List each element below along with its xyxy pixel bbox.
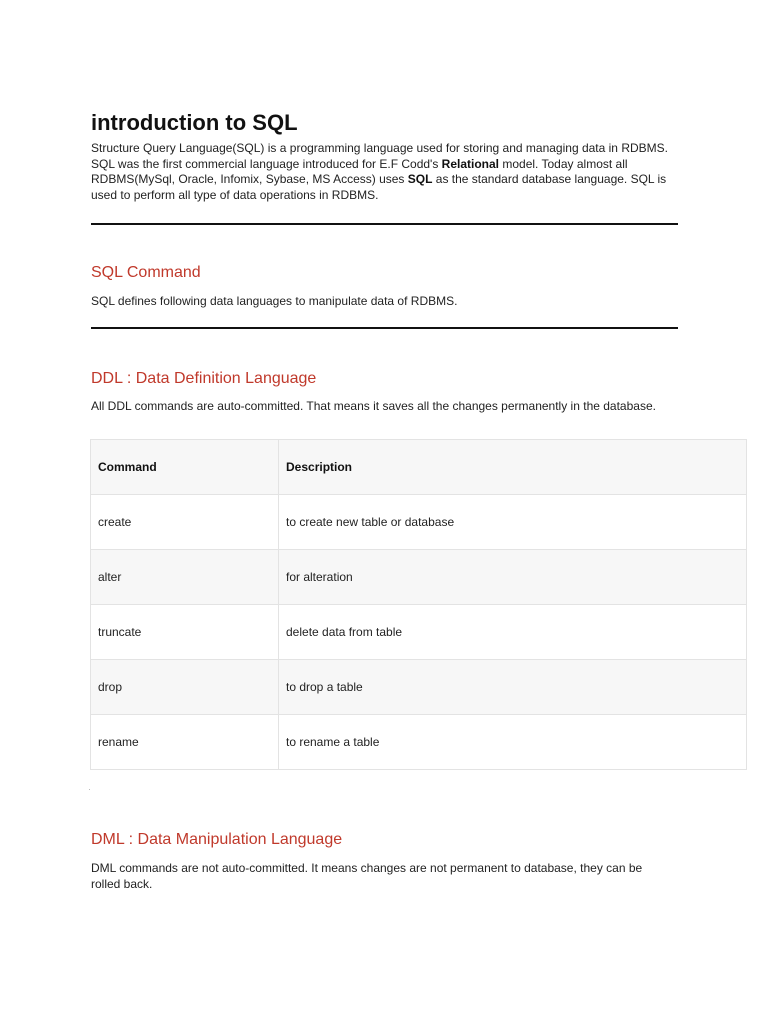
- sql-command-heading: SQL Command: [91, 264, 201, 281]
- table-header-description: Description: [279, 440, 747, 495]
- section-divider: [91, 223, 678, 225]
- table-cell-description: for alteration: [279, 550, 747, 605]
- table-row: [91, 495, 747, 550]
- table-cell-command: alter: [91, 550, 279, 605]
- table-row: [91, 550, 747, 605]
- ddl-heading: DDL : Data Definition Language: [91, 370, 317, 387]
- table-cell-description: to rename a table: [279, 715, 747, 770]
- intro-text-3: as the standard database language. SQL is used to perform all type of data operations in RDBMS.: [91, 172, 667, 202]
- table-cell-command: create: [91, 495, 279, 550]
- table-cell-command: drop: [91, 660, 279, 715]
- table-header-command: Command: [91, 440, 279, 495]
- dml-paragraph: DML commands are not auto-committed. It means changes are not permanent to database, they can be rolled back.: [91, 861, 643, 891]
- table-cell-command: rename: [91, 715, 279, 770]
- intro-bold-sql: SQL: [407, 172, 433, 186]
- table-cell-description: to drop a table: [279, 660, 747, 715]
- table-cell-description: delete data from table: [279, 605, 747, 660]
- table-cell-command: truncate: [91, 605, 279, 660]
- table-row: [91, 715, 747, 770]
- table-cell-description: to create new table or database: [279, 495, 747, 550]
- sql-command-paragraph: SQL defines following data languages to manipulate data of RDBMS.: [91, 294, 458, 308]
- ddl-paragraph: All DDL commands are auto-committed. That means it saves all the changes permanently in the database.: [91, 399, 656, 413]
- table-header-row: [91, 440, 747, 495]
- table-row: [91, 605, 747, 660]
- intro-text-2: model. Today almost all RDBMS(MySql, Oracle, Infomix, Sybase, MS Access) uses: [91, 156, 628, 186]
- section-divider: [91, 327, 678, 329]
- intro-bold-relational: Relational: [441, 156, 500, 171]
- ddl-commands-table: [90, 439, 747, 770]
- intro-paragraph: [91, 141, 671, 203]
- dml-heading: DML : Data Manipulation Language: [91, 831, 343, 848]
- stray-dot: [89, 789, 90, 790]
- page-title: introduction to SQL: [91, 110, 298, 135]
- intro-text-1: Structure Query Language(SQL) is a programming language used for storing and managing data in RDBMS. SQL was the first commercial language introduced for E.F Codd's: [91, 141, 668, 171]
- table-row: [91, 660, 747, 715]
